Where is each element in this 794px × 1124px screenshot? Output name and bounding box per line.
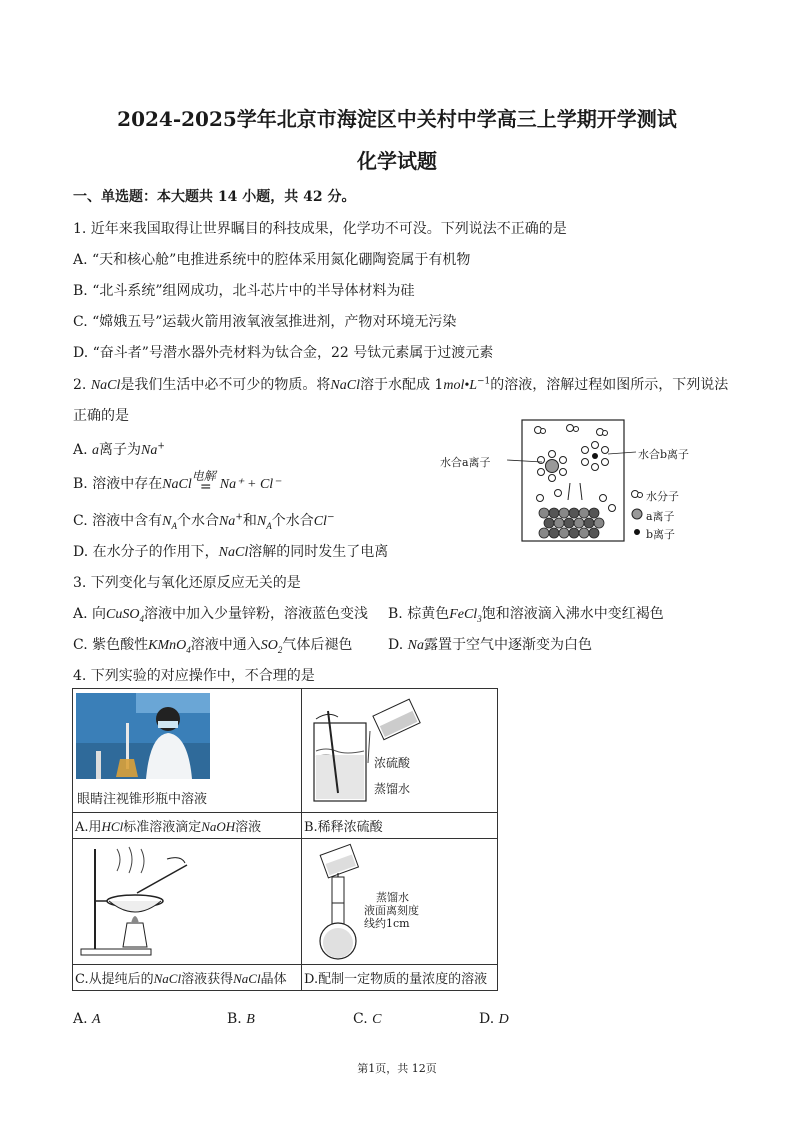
q1-option-a: A. “天和核心舱”电推进系统中的腔体采用氮化硼陶瓷属于有机物	[73, 252, 471, 268]
dissolution-diagram	[440, 418, 710, 546]
q3-stem: 3. 下列变化与氧化还原反应无关的是	[73, 575, 301, 591]
q4-cell-c-image	[73, 839, 302, 965]
page-footer: 第1页，共 12页	[357, 1062, 437, 1075]
q4-option-c-label: C.从提纯后的NaCl溶液获得NaCl晶体	[73, 965, 302, 991]
q4-cell-b-image	[302, 689, 498, 813]
q4-option-a-label: A.用HCl标准溶液滴定NaOH溶液	[73, 813, 302, 839]
q2-option-d: D. 在水分子的作用下，NaCl溶解的同时发生了电离	[73, 544, 389, 560]
titration-caption: 眼睛注视锥形瓶中溶液	[77, 792, 208, 807]
q4-answer-c: C. C	[353, 1011, 382, 1027]
q2-stem-line2: 正确的是	[73, 408, 129, 424]
label-distilled-water-d: 蒸馏水	[376, 891, 409, 904]
document-title: 2024-2025学年北京市海淀区中关村中学高三上学期开学测试	[117, 107, 677, 131]
q4-answer-d: D. D	[479, 1011, 509, 1027]
legend-b-ion: b离子	[646, 528, 676, 541]
label-liquid-level: 液面离刻度	[364, 904, 419, 917]
document-subtitle: 化学试题	[357, 149, 437, 173]
legend-water: 水分子	[646, 490, 679, 503]
q4-option-b-label: B.稀释浓硫酸	[302, 813, 498, 839]
section-heading: 一、单选题：本大题共 14 小题，共 42 分。	[73, 189, 356, 205]
label-distilled-water-b: 蒸馏水	[374, 782, 411, 796]
q2-option-c: C. 溶液中含有$N_A$个水合Na+和$N_A$个水合Cl−	[73, 512, 335, 531]
label-one-cm: 线约1cm	[364, 917, 410, 930]
q4-option-d-label: D.配制一定物质的量浓度的溶液	[302, 965, 498, 991]
q1-stem: 1. 近年来我国取得让世界瞩目的科技成果，化学功不可没。下列说法不正确的是	[73, 221, 567, 237]
q2-option-b: B. 溶液中存在NaCl 电解 = Na⁺ + Cl⁻	[73, 469, 281, 495]
q1-option-d: D. “奋斗者”号潜水器外壳材料为钛合金，22 号钛元素属于过渡元素	[73, 345, 494, 361]
q4-answer-a: A. A	[73, 1011, 101, 1027]
q2-stem: 2. NaCl是我们生活中必不可少的物质。将NaCl溶于水配成 $1mol•L^{-1}$的溶液，溶解过程如图所示，下列说法	[73, 376, 729, 393]
q4-cell-d-image	[302, 839, 498, 965]
titration-photo	[76, 693, 210, 779]
evaporation-illustration	[77, 843, 207, 961]
legend-a-ion: a离子	[646, 510, 675, 523]
q1-option-c: C. “嫦娥五号”运载火箭用液氧液氢推进剂，产物对环境无污染	[73, 314, 457, 330]
dilution-illustration	[306, 693, 436, 811]
q3-option-a: A. 向CuSO$_4$溶液中加入少量锌粉，溶液蓝色变浅	[73, 606, 368, 624]
q3-option-b: B. 棕黄色FeCl$_3$饱和溶液滴入沸水中变红褐色	[388, 606, 664, 624]
q1-option-b: B. “北斗系统”组网成功，北斗芯片中的半导体材料为硅	[73, 283, 415, 299]
q4-options-table	[72, 688, 498, 991]
label-hydrated-a: 水合a离子	[440, 456, 491, 469]
q4-answer-b: B. B	[227, 1011, 255, 1027]
label-hydrated-b: 水合b离子	[638, 448, 690, 461]
q3-option-d: D. Na露置于空气中逐渐变为白色	[388, 637, 592, 653]
q3-option-c: C. 紫色酸性KMnO$_4$溶液中通入$SO_2$气体后褪色	[73, 637, 353, 655]
q2-option-a: A. a离子为Na+	[73, 441, 165, 458]
q4-cell-a-image	[73, 689, 302, 813]
q4-stem: 4. 下列实验的对应操作中，不合理的是	[73, 668, 315, 684]
label-conc-sulfuric: 浓硫酸	[374, 756, 411, 770]
